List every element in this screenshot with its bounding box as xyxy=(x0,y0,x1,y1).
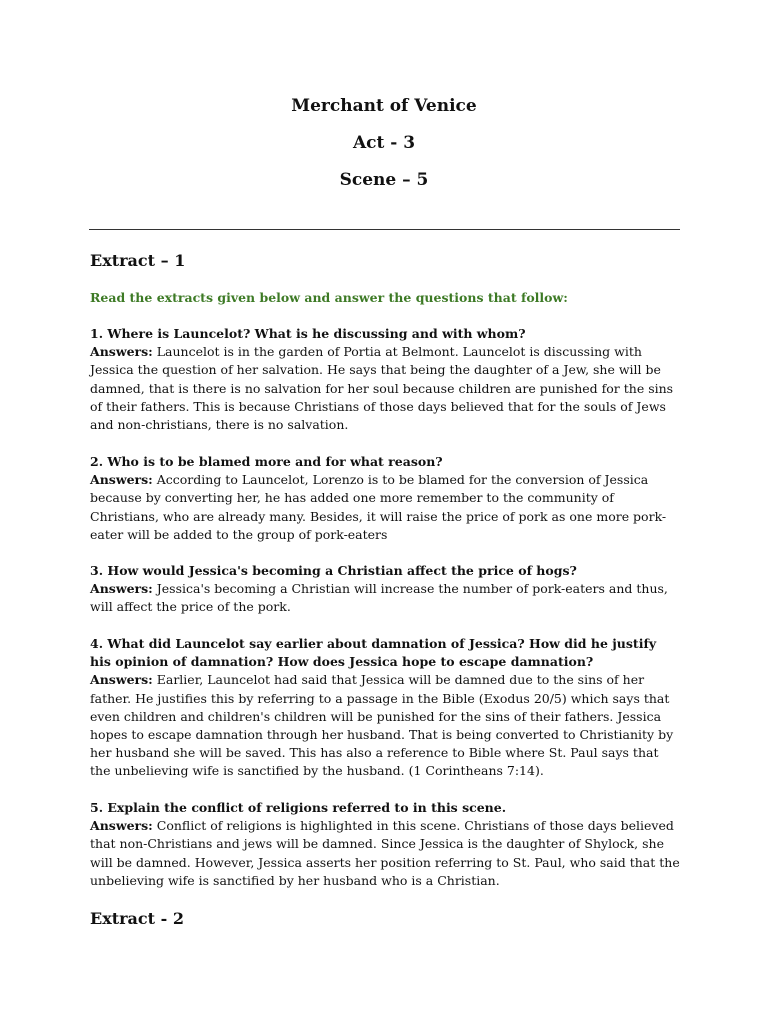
question-block-1 xyxy=(90,325,680,434)
answer-label: Answers: xyxy=(90,581,153,597)
instruction-text: Read the extracts given below and answer the questions that follow: xyxy=(90,290,568,305)
answer-body: Launcelot is in the garden of Portia at Belmont. Launcelot is discussing with Jessica the question of her salvation. He says that being the daughter of a Jew, she will be damned, that is there is no salvation for her soul because children are punished for the sins of their fathers. This is because Christians of those days believed that for the souls of Jews and non-christians, there is no salvation. xyxy=(90,344,674,433)
question-text: 1. Where is Launcelot? What is he discussing and with whom? xyxy=(90,326,526,341)
answer-label: Answers: xyxy=(90,818,153,834)
answer-body: Earlier, Launcelot had said that Jessica will be damned due to the sins of her father. He justifies this by referring to a passage in the Bible (Exodus 20/5) which says that even children and children's children will be punished for the sins of their fathers. Jessica hopes to escape damnation through her husband. That is being converted to Christianity by her husband she will be saved. This has also a reference to Bible where St. Paul says that the unbelieving wife is sanctified by the husband. (1 Corintheans 7:14). xyxy=(90,672,674,779)
answer-text xyxy=(90,671,680,780)
act-heading: Act - 3 xyxy=(352,133,416,153)
scene-heading: Scene – 5 xyxy=(339,170,429,190)
answer-label: Answers: xyxy=(90,672,153,688)
question-text: 4. What did Launcelot say earlier about damnation of Jessica? How did he justify his opinion of damnation? How does Jessica hope to escape damnation? xyxy=(90,636,657,670)
question-block-2 xyxy=(90,453,680,544)
extract-1-heading: Extract – 1 xyxy=(90,251,186,270)
answer-body: Conflict of religions is highlighted in this scene. Christians of those days believed that non-Christians and jews will be damned. Since Jessica is the daughter of Shylock, she will be damned. However, Jessica asserts her position referring to St. Paul, who said that the unbelieving wife is sanctified by her husband who is a Christian. xyxy=(90,818,680,888)
answer-text xyxy=(90,817,680,890)
question-block-3 xyxy=(90,562,680,617)
document-title: Merchant of Venice xyxy=(291,96,477,116)
extract-2-heading: Extract - 2 xyxy=(90,909,184,928)
answer-label: Answers: xyxy=(90,472,153,488)
question-text: 5. Explain the conflict of religions referred to in this scene. xyxy=(90,800,507,815)
answer-body: According to Launcelot, Lorenzo is to be blamed for the conversion of Jessica because by converting her, he has added one more remember to the community of Christians, who are already many. Besides, it will raise the price of pork as one more pork-eater will be added to the group of pork-eaters xyxy=(90,472,667,542)
answer-text xyxy=(90,471,680,544)
question-block-5 xyxy=(90,799,680,890)
answer-body: Jessica's becoming a Christian will increase the number of pork-eaters and thus, will affect the price of the pork. xyxy=(90,581,668,615)
answer-label: Answers: xyxy=(90,344,153,360)
horizontal-divider xyxy=(89,229,680,230)
question-text: 2. Who is to be blamed more and for what reason? xyxy=(90,454,443,469)
question-text: 3. How would Jessica's becoming a Christian affect the price of hogs? xyxy=(90,563,577,578)
answer-text xyxy=(90,343,680,434)
question-block-4 xyxy=(90,635,680,781)
answer-text xyxy=(90,580,680,616)
